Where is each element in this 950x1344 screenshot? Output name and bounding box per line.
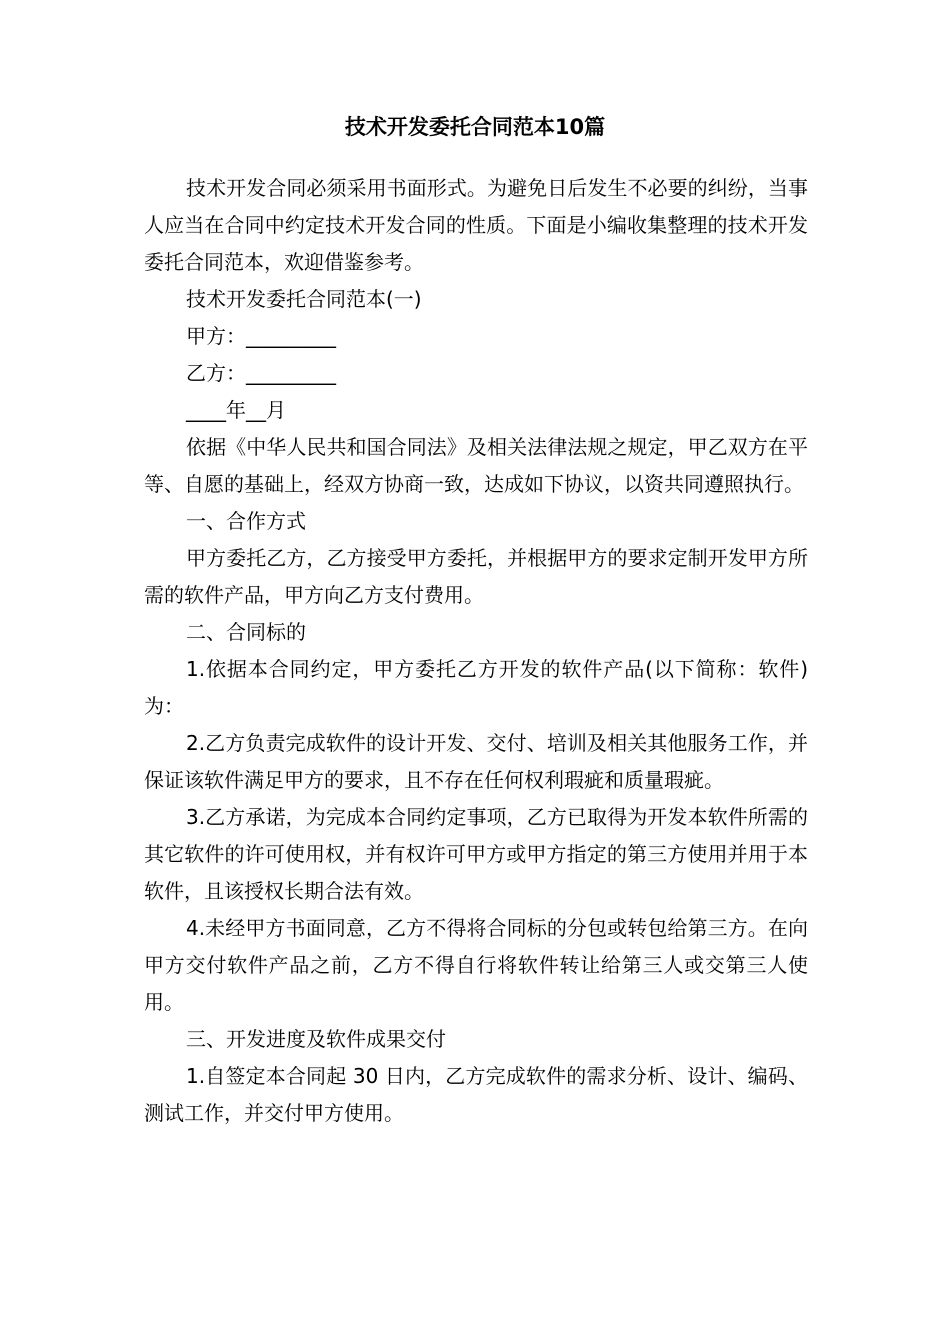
clause-paragraph: 1.依据本合同约定，甲方委托乙方开发的软件产品(以下简称：软件)为： — [144, 657, 808, 718]
clause-heading: 三、开发进度及软件成果交付 — [186, 1027, 446, 1051]
section-heading: 技术开发委托合同范本(一) — [186, 287, 422, 311]
clause-paragraph: 3.乙方承诺，为完成本合同约定事项，乙方已取得为开发本软件所需的其它软件的许可使用权，并有权许可甲方或甲方指定的第三方使用并用于本软件，且该授权长期合法有效。 — [144, 805, 808, 903]
date-line: ____年__月 — [186, 398, 286, 422]
document-title: 技术开发委托合同范本10篇 — [344, 115, 606, 139]
clause-heading: 二、合同标的 — [186, 620, 306, 644]
clause-heading: 一、合作方式 — [186, 509, 306, 533]
party-a-line: 甲方：_________ — [186, 324, 336, 348]
party-b-line: 乙方：_________ — [186, 361, 336, 385]
clause-paragraph: 1.自签定本合同起 30 日内，乙方完成软件的需求分析、设计、编码、测试工作，并交付甲方使用。 — [144, 1064, 808, 1125]
clause-paragraph: 甲方委托乙方，乙方接受甲方委托，并根据甲方的要求定制开发甲方所需的软件产品，甲方向乙方支付费用。 — [144, 546, 808, 607]
basis-paragraph: 依据《中华人民共和国合同法》及相关法律法规之规定，甲乙双方在平等、自愿的基础上，经双方协商一致，达成如下协议，以资共同遵照执行。 — [144, 435, 808, 496]
document-body — [144, 170, 808, 1132]
clause-paragraph: 4.未经甲方书面同意，乙方不得将合同标的分包或转包给第三方。在向甲方交付软件产品之前，乙方不得自行将软件转让给第三人或交第三人使用。 — [144, 916, 808, 1014]
clause-paragraph: 2.乙方负责完成软件的设计开发、交付、培训及相关其他服务工作，并保证该软件满足甲方的要求，且不存在任何权利瑕疵和质量瑕疵。 — [144, 731, 808, 792]
intro-paragraph: 技术开发合同必须采用书面形式。为避免日后发生不必要的纠纷，当事人应当在合同中约定技术开发合同的性质。下面是小编收集整理的技术开发委托合同范本，欢迎借鉴参考。 — [144, 176, 808, 274]
